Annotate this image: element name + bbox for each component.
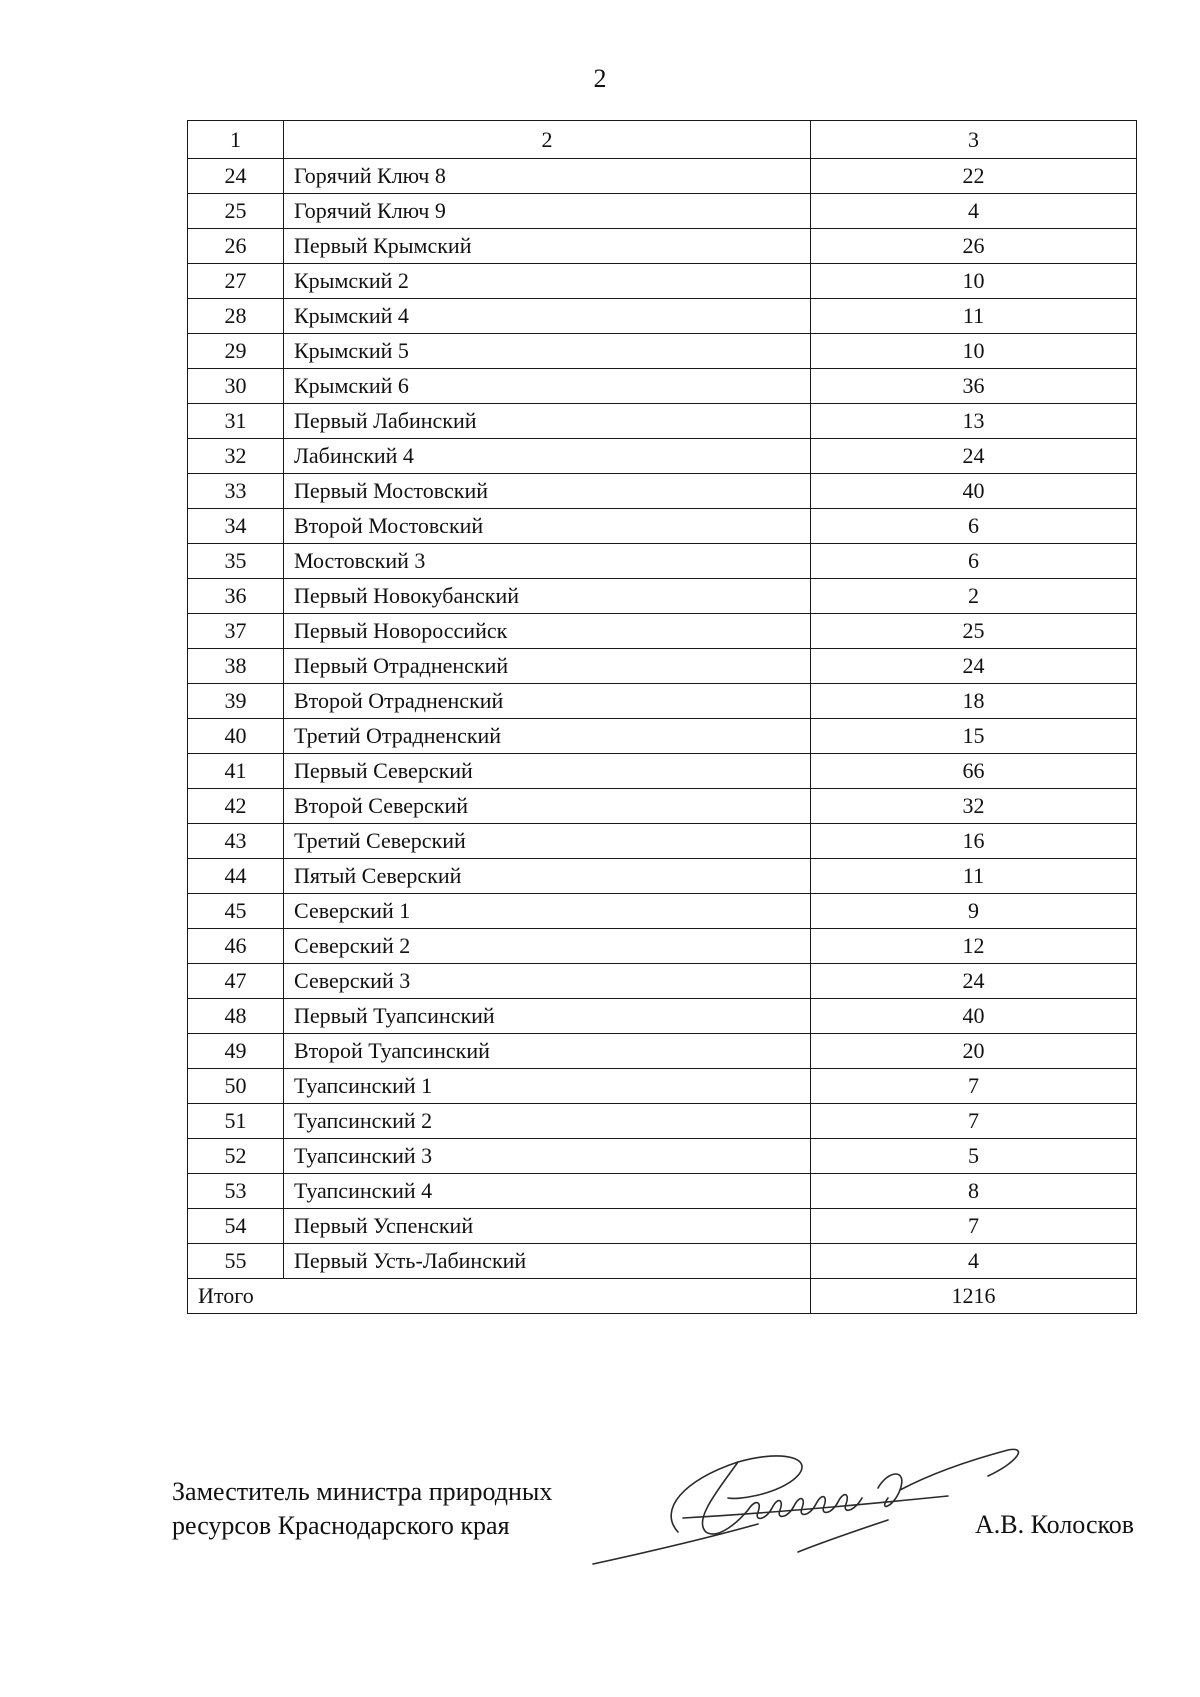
row-name-cell: Первый Северский [284,754,811,789]
row-number-cell: 26 [188,229,284,264]
table-row [188,684,1137,719]
row-value-cell: 6 [811,509,1137,544]
row-number-cell: 45 [188,894,284,929]
row-number-cell: 51 [188,1104,284,1139]
row-value-cell: 15 [811,719,1137,754]
table-row [188,579,1137,614]
row-number-cell: 24 [188,159,284,194]
row-value-cell: 18 [811,684,1137,719]
row-value-cell: 13 [811,404,1137,439]
table-row [188,649,1137,684]
row-name-cell: Крымский 2 [284,264,811,299]
row-name-cell: Туапсинский 4 [284,1174,811,1209]
row-value-cell: 24 [811,439,1137,474]
table-row [188,614,1137,649]
row-number-cell: 54 [188,1209,284,1244]
row-number-cell: 36 [188,579,284,614]
table-row [188,1244,1137,1279]
row-name-cell: Северский 3 [284,964,811,999]
row-name-cell: Северский 1 [284,894,811,929]
row-value-cell: 25 [811,614,1137,649]
row-number-cell: 32 [188,439,284,474]
table-header-row [188,121,1137,159]
row-value-cell: 2 [811,579,1137,614]
row-name-cell: Горячий Ключ 9 [284,194,811,229]
table-row [188,1069,1137,1104]
row-value-cell: 20 [811,1034,1137,1069]
row-number-cell: 47 [188,964,284,999]
row-value-cell: 11 [811,299,1137,334]
row-name-cell: Первый Туапсинский [284,999,811,1034]
row-name-cell: Первый Мостовский [284,474,811,509]
row-name-cell: Первый Успенский [284,1209,811,1244]
row-value-cell: 10 [811,264,1137,299]
table-row [188,964,1137,999]
header-cell-2: 2 [284,121,811,159]
table-row [188,929,1137,964]
row-number-cell: 40 [188,719,284,754]
row-value-cell: 7 [811,1209,1137,1244]
signature-icon [588,1440,1048,1570]
row-name-cell: Третий Северский [284,824,811,859]
row-name-cell: Крымский 6 [284,369,811,404]
row-name-cell: Первый Лабинский [284,404,811,439]
row-value-cell: 40 [811,474,1137,509]
row-value-cell: 24 [811,649,1137,684]
row-number-cell: 35 [188,544,284,579]
signatory-name: А.В. Колосков [975,1510,1135,1539]
row-value-cell: 4 [811,1244,1137,1279]
row-number-cell: 27 [188,264,284,299]
table-row [188,299,1137,334]
row-name-cell: Лабинский 4 [284,439,811,474]
signatory-position-line-2: ресурсов Краснодарского края [172,1510,510,1540]
row-number-cell: 50 [188,1069,284,1104]
table-row [188,1174,1137,1209]
header-cell-1: 1 [188,121,284,159]
table-row [188,159,1137,194]
row-value-cell: 8 [811,1174,1137,1209]
table-row [188,264,1137,299]
row-value-cell: 32 [811,789,1137,824]
table-row [188,509,1137,544]
row-name-cell: Крымский 5 [284,334,811,369]
row-number-cell: 42 [188,789,284,824]
row-number-cell: 34 [188,509,284,544]
page-number: 2 [593,64,607,93]
row-name-cell: Второй Мостовский [284,509,811,544]
row-name-cell: Первый Отрадненский [284,649,811,684]
row-number-cell: 46 [188,929,284,964]
table-row [188,404,1137,439]
row-name-cell: Первый Усть-Лабинский [284,1244,811,1279]
table-row [188,719,1137,754]
total-value: 1216 [811,1279,1137,1314]
total-label: Итого [188,1279,811,1314]
row-value-cell: 10 [811,334,1137,369]
row-name-cell: Крымский 4 [284,299,811,334]
row-name-cell: Туапсинский 1 [284,1069,811,1104]
row-number-cell: 53 [188,1174,284,1209]
table-row [188,474,1137,509]
signatory-position [172,1475,552,1543]
row-name-cell: Первый Крымский [284,229,811,264]
row-value-cell: 7 [811,1069,1137,1104]
data-table [187,120,1137,1314]
row-value-cell: 5 [811,1139,1137,1174]
table-row [188,894,1137,929]
row-number-cell: 25 [188,194,284,229]
row-value-cell: 7 [811,1104,1137,1139]
row-name-cell: Третий Отрадненский [284,719,811,754]
table-row [188,544,1137,579]
row-number-cell: 52 [188,1139,284,1174]
table-row [188,1209,1137,1244]
row-name-cell: Пятый Северский [284,859,811,894]
row-name-cell: Второй Отрадненский [284,684,811,719]
table-row [188,334,1137,369]
row-value-cell: 26 [811,229,1137,264]
row-name-cell: Северский 2 [284,929,811,964]
row-number-cell: 55 [188,1244,284,1279]
table-row [188,1034,1137,1069]
table-row [188,439,1137,474]
row-value-cell: 4 [811,194,1137,229]
table-row [188,369,1137,404]
row-number-cell: 37 [188,614,284,649]
row-number-cell: 48 [188,999,284,1034]
row-number-cell: 28 [188,299,284,334]
row-value-cell: 9 [811,894,1137,929]
row-name-cell: Второй Северский [284,789,811,824]
row-number-cell: 31 [188,404,284,439]
row-number-cell: 33 [188,474,284,509]
row-name-cell: Туапсинский 3 [284,1139,811,1174]
table-row [188,789,1137,824]
row-name-cell: Первый Новороссийск [284,614,811,649]
row-number-cell: 44 [188,859,284,894]
row-name-cell: Мостовский 3 [284,544,811,579]
row-value-cell: 12 [811,929,1137,964]
row-number-cell: 39 [188,684,284,719]
table-row [188,1139,1137,1174]
row-value-cell: 16 [811,824,1137,859]
row-value-cell: 66 [811,754,1137,789]
row-value-cell: 11 [811,859,1137,894]
row-name-cell: Первый Новокубанский [284,579,811,614]
table-row [188,194,1137,229]
table-row [188,999,1137,1034]
row-number-cell: 49 [188,1034,284,1069]
table-row [188,1104,1137,1139]
row-value-cell: 40 [811,999,1137,1034]
table-total-row [188,1279,1137,1314]
table-row [188,754,1137,789]
table-row [188,229,1137,264]
row-value-cell: 6 [811,544,1137,579]
row-number-cell: 38 [188,649,284,684]
row-number-cell: 30 [188,369,284,404]
header-cell-3: 3 [811,121,1137,159]
row-number-cell: 29 [188,334,284,369]
row-number-cell: 43 [188,824,284,859]
table-body [188,121,1137,1314]
row-name-cell: Горячий Ключ 8 [284,159,811,194]
row-number-cell: 41 [188,754,284,789]
row-value-cell: 22 [811,159,1137,194]
row-name-cell: Туапсинский 2 [284,1104,811,1139]
table-row [188,859,1137,894]
row-name-cell: Второй Туапсинский [284,1034,811,1069]
row-value-cell: 24 [811,964,1137,999]
table-row [188,824,1137,859]
row-value-cell: 36 [811,369,1137,404]
signatory-position-line-1: Заместитель министра природных [172,1477,553,1506]
